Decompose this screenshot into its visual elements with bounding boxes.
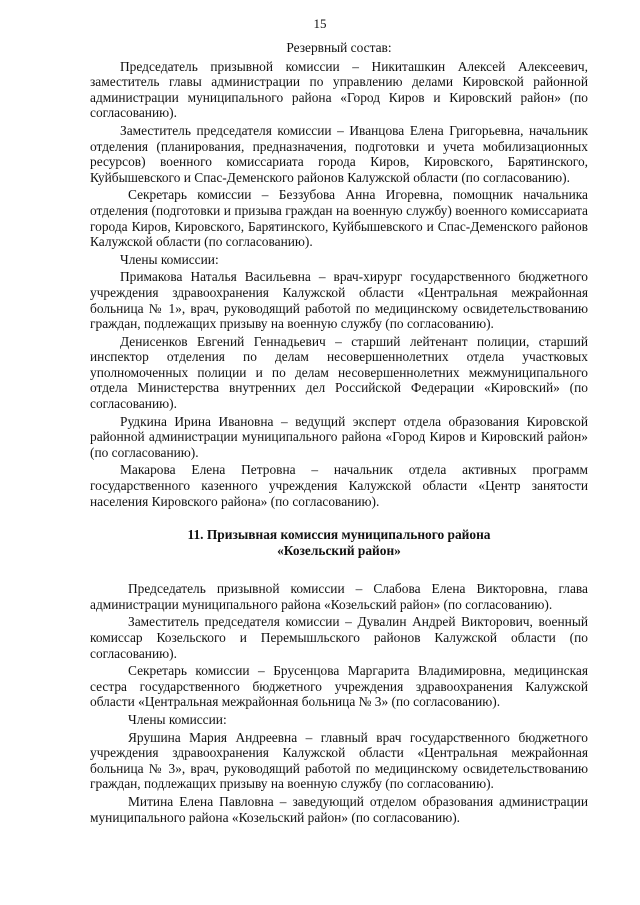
reserve-member-paragraph: Макарова Елена Петровна – начальник отдела активных программ государственного казенного учреждения Калужской области «Центр занятости населения Кировского района» (по согласованию). — [90, 462, 588, 509]
reserve-chairman-paragraph: Председатель призывной комиссии – Никиташкин Алексей Алексеевич, заместитель главы администрации по управлению делами Кировской районной администрации муниципального района «Город Киров и Кировский район» (по согласованию). — [90, 58, 588, 121]
document-body — [90, 40, 588, 827]
section-chairman-paragraph: Председатель призывной комиссии – Слабова Елена Викторовна, глава администрации муниципального района «Козельский район» (по согласованию). — [90, 581, 588, 612]
reserve-members-label: Члены комиссии: — [120, 251, 219, 267]
page-number: 15 — [313, 16, 327, 31]
section-members-label: Члены комиссии: — [128, 711, 227, 727]
reserve-deputy-paragraph: Заместитель председателя комиссии – Иванцова Елена Григорьевна, начальник отделения (планирования, предназначения, подготовки и учета мобилизационных ресурсов) военного комиссариата города Киров, Кировского, Барятинского, Куйбышевского и Спас-Деменского районов Калужской области (по согласованию). — [90, 122, 588, 185]
section-title-line-2: «Козельский район» — [277, 543, 401, 559]
section-secretary-paragraph: Секретарь комиссии – Брусенцова Маргарита Владимировна, медицинская сестра государственного бюджетного учреждения здравоохранения Калужской области «Центральная межрайонная больница № 3» (по согласованию). — [90, 663, 588, 710]
section-member-paragraph: Ярушина Мария Андреевна – главный врач государственного бюджетного учреждения здравоохранения Калужской области «Центральная межрайонная больница № 3», врач, руководящий работой по медицинскому освидетельствованию граждан, подлежащих призыву на военную службу (по согласованию). — [90, 729, 588, 792]
section-deputy-paragraph: Заместитель председателя комиссии – Дувалин Андрей Викторович, военный комиссар Козельского и Перемышльского районов Калужской области (по согласованию). — [90, 614, 588, 661]
reserve-member-paragraph: Рудкина Ирина Ивановна – ведущий эксперт отдела образования Кировской районной администрации муниципального района «Город Киров и Кировский район» (по согласованию). — [90, 413, 588, 460]
section-title — [90, 527, 588, 559]
section-title-line-1: 11. Призывная комиссия муниципального района — [187, 527, 491, 543]
section-member-paragraph: Митина Елена Павловна – заведующий отделом образования администрации муниципального района «Козельский район» (по согласованию). — [90, 793, 588, 825]
reserve-secretary-paragraph: Секретарь комиссии – Беззубова Анна Игоревна, помощник начальника отделения (подготовки и призыва граждан на военную службу) военного комиссариата города Киров, Кировского, Барятинского, Куйбышевского и Спас-Деменского районов Калужской области (по согласованию). — [90, 187, 588, 250]
reserve-member-paragraph: Примакова Наталья Васильевна – врач-хирург государственного бюджетного учреждения здравоохранения Калужской области «Центральная межрайонная больница № 1», врач, руководящий работой по медицинскому освидетельствованию граждан, подлежащих призыву на военную службу (по согласованию). — [90, 269, 588, 332]
reserve-member-paragraph: Денисенков Евгений Геннадьевич – старший лейтенант полиции, старший инспектор отделения по делам несовершеннолетних отдела участковых уполномоченных полиции и по делам несовершеннолетних межмуниципального отдела Министерства внутренних дел Российской Федерации «Кировский» (по согласованию). — [90, 333, 588, 412]
reserve-heading: Резервный состав: — [286, 40, 392, 55]
